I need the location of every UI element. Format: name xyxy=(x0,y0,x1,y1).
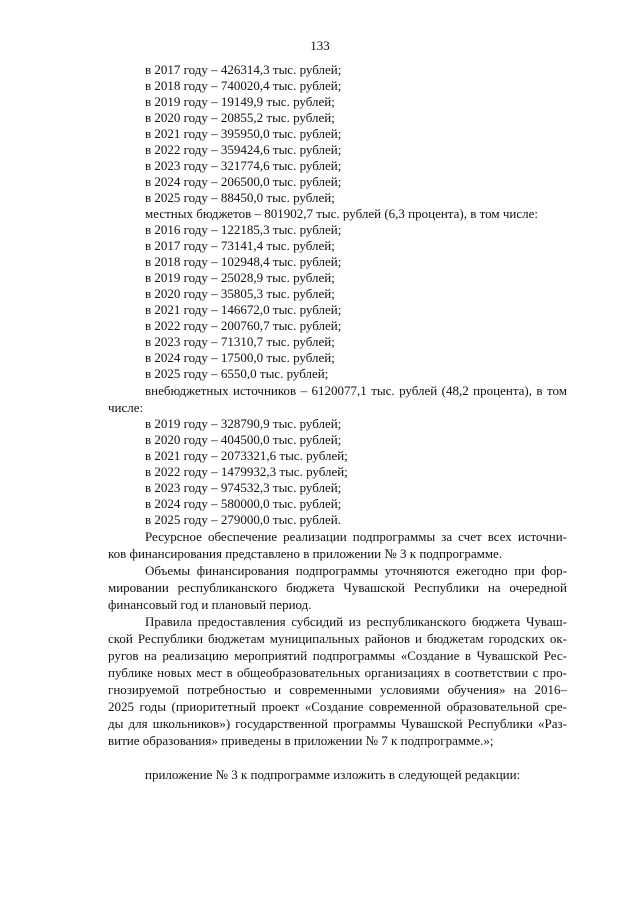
list-item: в 2020 году – 404500,0 тыс. рублей; xyxy=(145,432,342,447)
list-item: в 2022 году – 200760,7 тыс. рублей; xyxy=(145,318,342,333)
list-item: в 2017 году – 73141,4 тыс. рублей; xyxy=(145,238,335,253)
paragraph-line: финансовый год и плановый период. xyxy=(108,597,312,612)
list-item: в 2019 году – 25028,9 тыс. рублей; xyxy=(145,270,335,285)
list-item: в 2023 году – 71310,7 тыс. рублей; xyxy=(145,334,335,349)
list-item: в 2023 году – 321774,6 тыс. рублей; xyxy=(145,158,342,173)
list-item: в 2021 году – 395950,0 тыс. рублей; xyxy=(145,126,342,141)
list-item: в 2016 году – 122185,3 тыс. рублей; xyxy=(145,222,342,237)
paragraph-line: Правила предоставления субсидий из республиканского бюджета Чуваш- xyxy=(145,614,567,629)
page-number: 133 xyxy=(310,38,330,53)
list-item: в 2021 году – 146672,0 тыс. рублей; xyxy=(145,302,342,317)
list-item: в 2019 году – 328790,9 тыс. рублей; xyxy=(145,416,342,431)
paragraph-line: гнозируемой потребностью и современными условиями обучения» на 2016– xyxy=(108,682,567,697)
list-item: в 2024 году – 17500,0 тыс. рублей; xyxy=(145,350,335,365)
list-item: в 2022 году – 1479932,3 тыс. рублей; xyxy=(145,464,348,479)
list-item: в 2025 году – 279000,0 тыс. рублей. xyxy=(145,512,341,527)
paragraph-line: мировании республиканского бюджета Чувашской Республики на очередной xyxy=(108,580,567,595)
paragraph-line: ды для школьников») государственной программы Чувашской Республики «Раз- xyxy=(108,716,567,731)
list-item: в 2023 году – 974532,3 тыс. рублей; xyxy=(145,480,342,495)
list-item: в 2019 году – 19149,9 тыс. рублей; xyxy=(145,94,335,109)
final-instruction: приложение № 3 к подпрограмме изложить в следующей редакции: xyxy=(145,767,521,782)
list-item: в 2017 году – 426314,3 тыс. рублей; xyxy=(145,62,342,77)
paragraph-line: 2025 годы (приоритетный проект «Создание современной образовательной сре- xyxy=(108,699,567,714)
list-item: в 2021 году – 2073321,6 тыс. рублей; xyxy=(145,448,348,463)
paragraph-line: Ресурсное обеспечение реализации подпрограммы за счет всех источни- xyxy=(145,529,567,544)
list-item: в 2018 году – 740020,4 тыс. рублей; xyxy=(145,78,342,93)
paragraph-line: ругов на реализацию мероприятий подпрограммы «Создание в Чувашской Рес- xyxy=(108,648,567,663)
paragraph-line: ков финансирования представлено в приложении № 3 к подпрограмме. xyxy=(108,546,503,561)
extrabudgetary-header-line: числе: xyxy=(108,400,144,415)
paragraph-line: Объемы финансирования подпрограммы уточняются ежегодно при фор- xyxy=(145,563,567,578)
list-item: в 2018 году – 102948,4 тыс. рублей; xyxy=(145,254,342,269)
paragraph-line: ской Республики бюджетам муниципальных районов и бюджетам городских ок- xyxy=(108,631,567,646)
list-item: в 2025 году – 6550,0 тыс. рублей; xyxy=(145,366,329,381)
extrabudgetary-header-line: внебюджетных источников – 6120077,1 тыс. рублей (48,2 процента), в том xyxy=(145,383,567,398)
paragraph-line: публике новых мест в общеобразовательных организациях в соответствии с про- xyxy=(108,665,567,680)
list-item: в 2024 году – 206500,0 тыс. рублей; xyxy=(145,174,342,189)
list-item: в 2020 году – 20855,2 тыс. рублей; xyxy=(145,110,335,125)
local-budgets-header: местных бюджетов – 801902,7 тыс. рублей (6,3 процента), в том числе: xyxy=(145,206,538,221)
list-item: в 2020 году – 35805,3 тыс. рублей; xyxy=(145,286,335,301)
list-item: в 2024 году – 580000,0 тыс. рублей; xyxy=(145,496,342,511)
list-item: в 2022 году – 359424,6 тыс. рублей; xyxy=(145,142,342,157)
paragraph-line: витие образования» приведены в приложении № 7 к подпрограмме.»; xyxy=(108,733,494,748)
list-item: в 2025 году – 88450,0 тыс. рублей; xyxy=(145,190,335,205)
